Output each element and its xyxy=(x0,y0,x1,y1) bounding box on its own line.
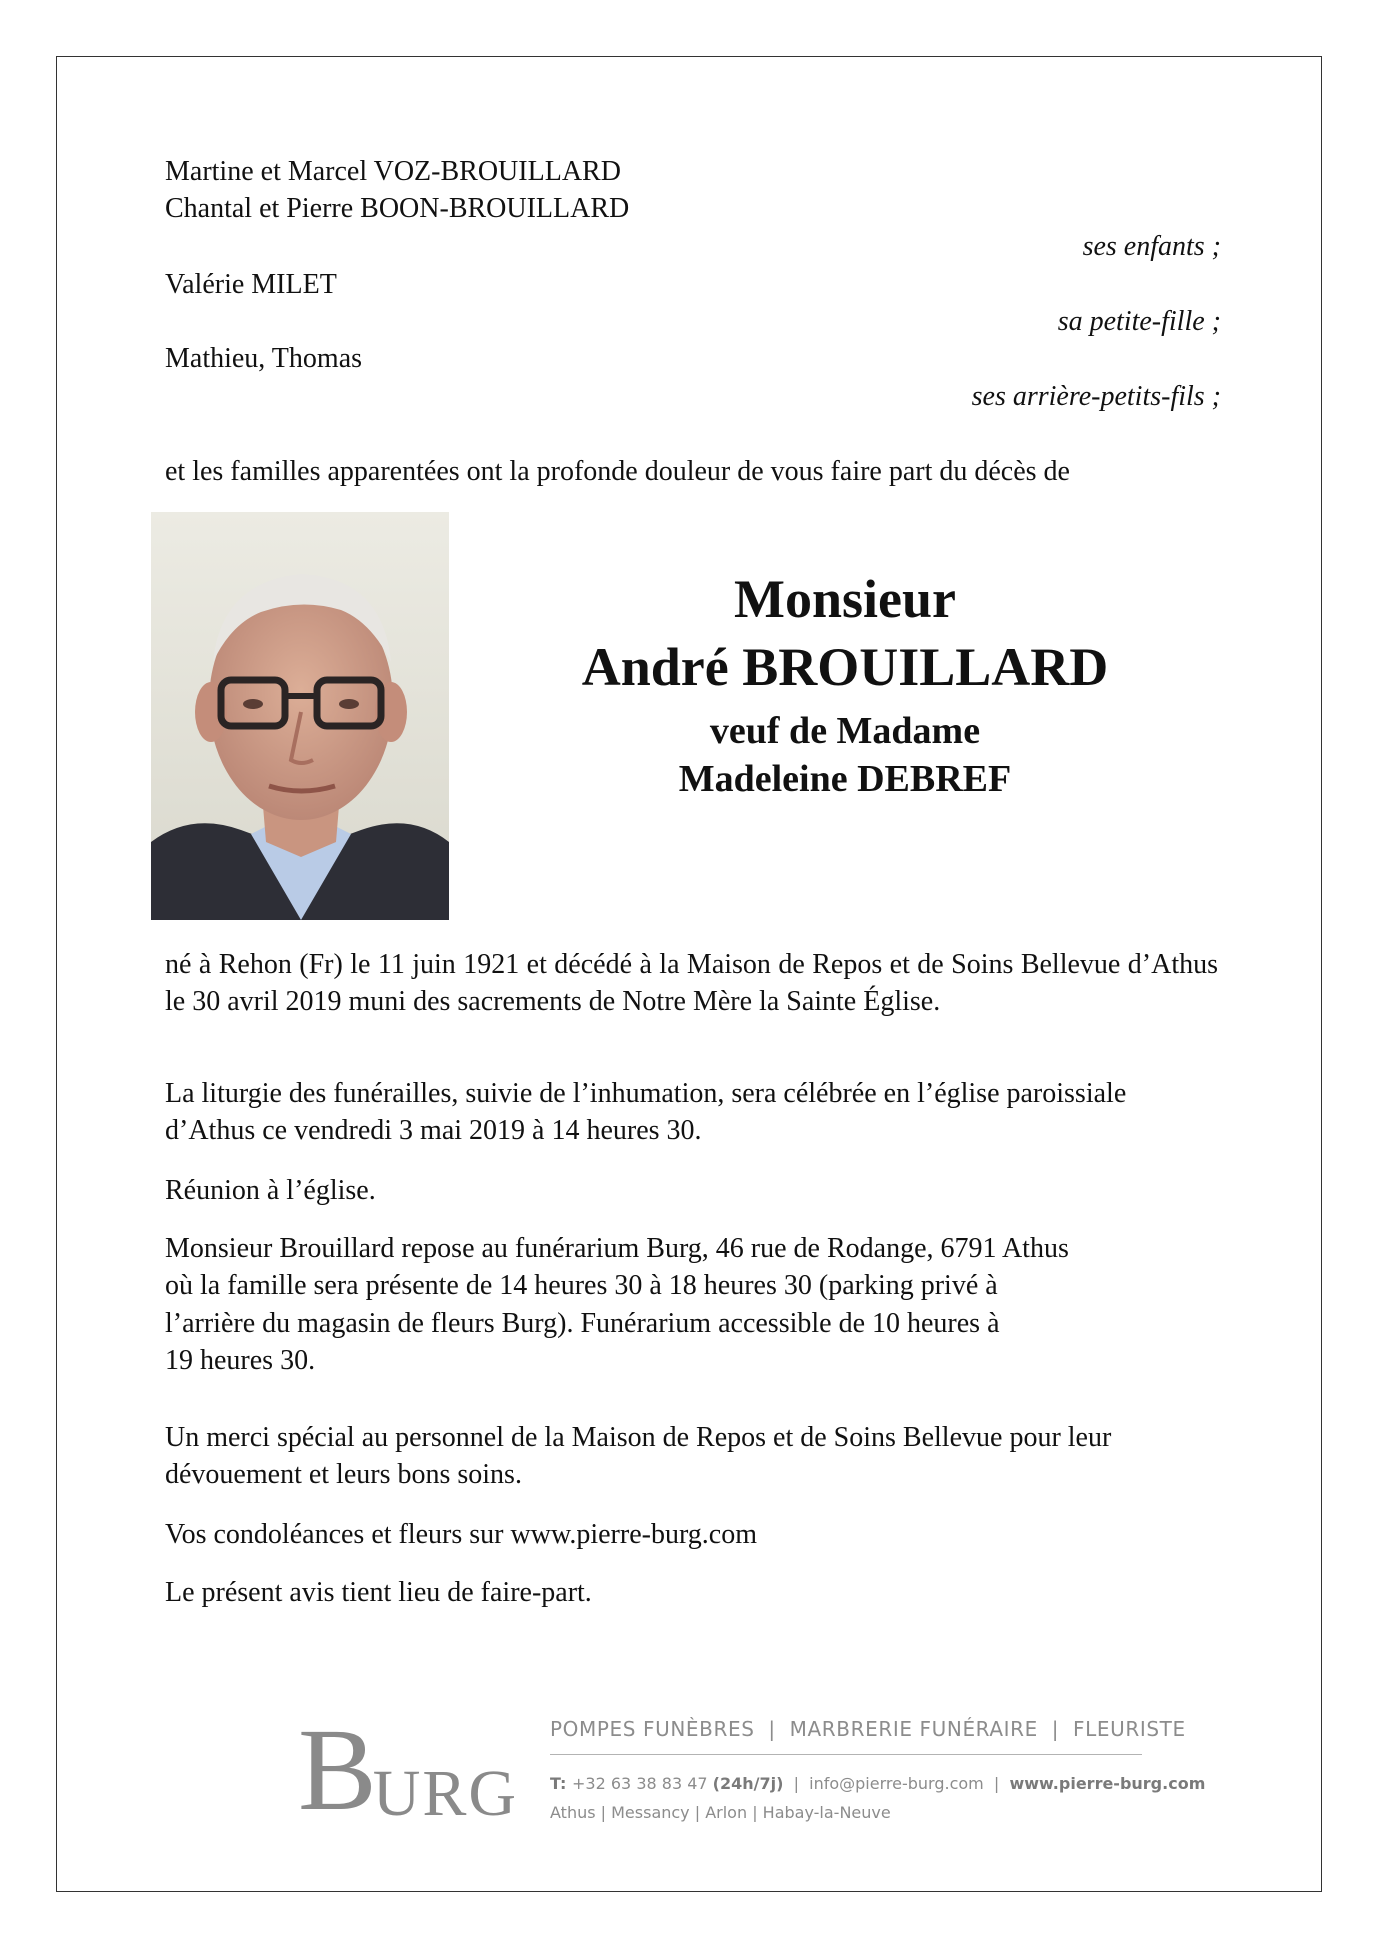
locations-line: Athus | Messancy | Arlon | Habay-la-Neuve xyxy=(550,1803,891,1822)
great-grandsons-names: Mathieu, Thomas xyxy=(165,343,363,374)
children-role: ses enfants ; xyxy=(1082,231,1221,262)
contact-line xyxy=(550,1774,1205,1793)
spouse-name: Madeleine DEBREF xyxy=(678,758,1012,800)
burg-logo xyxy=(298,1704,519,1835)
email-link[interactable]: info@pierre-burg.com xyxy=(809,1774,984,1793)
great-grandsons-role: ses arrière-petits-fils ; xyxy=(971,381,1221,412)
website-link[interactable]: www.pierre-burg.com xyxy=(1009,1774,1206,1793)
deceased-name: André BROUILLARD xyxy=(581,637,1109,697)
granddaughter-role: sa petite-fille ; xyxy=(1057,306,1221,337)
widower-line: veuf de Madame xyxy=(709,710,981,752)
phone-hours: (24h/7j) xyxy=(712,1774,784,1793)
funerarium-line-4: 19 heures 30. xyxy=(165,1345,316,1376)
funerarium-line-2: où la famille sera présente de 14 heures 30 à 18 heures 30 (parking privé à xyxy=(165,1270,998,1301)
granddaughter-name: Valérie MILET xyxy=(165,269,337,300)
phone-number[interactable]: +32 63 38 83 47 xyxy=(572,1774,708,1793)
services-line: POMPES FUNÈBRES | MARBRERIE FUNÉRAIRE | FLEURISTE xyxy=(550,1717,1186,1741)
footer-divider xyxy=(550,1754,1142,1755)
notice-paragraph: Le présent avis tient lieu de faire-part. xyxy=(165,1577,592,1608)
funeral-paragraph: La liturgie des funérailles, suivie de l’inhumation, sera célébrée en l’église paroissiale d’Athus ce vendredi 3 mai 2019 à 14 heures 30. xyxy=(165,1078,1127,1146)
birth-death-paragraph: né à Rehon (Fr) le 11 juin 1921 et décédé à la Maison de Repos et de Soins Bellevue d’Athus le 30 avril 2019 muni des sacrements de Notre Mère la Sainte Église. xyxy=(165,949,1218,1017)
contact-separator-2: | xyxy=(993,1774,1000,1793)
funerarium-line-3: l’arrière du magasin de fleurs Burg). Funérarium accessible de 10 heures à xyxy=(165,1308,1000,1339)
children-line-1: Martine et Marcel VOZ-BROUILLARD xyxy=(165,156,621,187)
thanks-paragraph: Un merci spécial au personnel de la Maison de Repos et de Soins Bellevue pour leur dévouement et leurs bons soins. xyxy=(165,1422,1112,1490)
logo-letter-b: B xyxy=(298,1704,373,1835)
contact-separator-1: | xyxy=(793,1774,799,1793)
condolences-paragraph: Vos condoléances et fleurs sur www.pierre-burg.com xyxy=(165,1519,757,1550)
children-line-2: Chantal et Pierre BOON-BROUILLARD xyxy=(165,193,630,224)
meeting-paragraph: Réunion à l’église. xyxy=(165,1175,376,1206)
portrait-photo xyxy=(151,512,449,920)
logo-letters-urg: URG xyxy=(372,1757,519,1830)
deceased-title: Monsieur xyxy=(734,569,956,629)
funerarium-line-1: Monsieur Brouillard repose au funérarium Burg, 46 rue de Rodange, 6791 Athus xyxy=(165,1233,1069,1264)
intro-text: et les familles apparentées ont la profonde douleur de vous faire part du décès de xyxy=(165,456,1070,487)
phone-prefix: T: xyxy=(550,1774,573,1793)
